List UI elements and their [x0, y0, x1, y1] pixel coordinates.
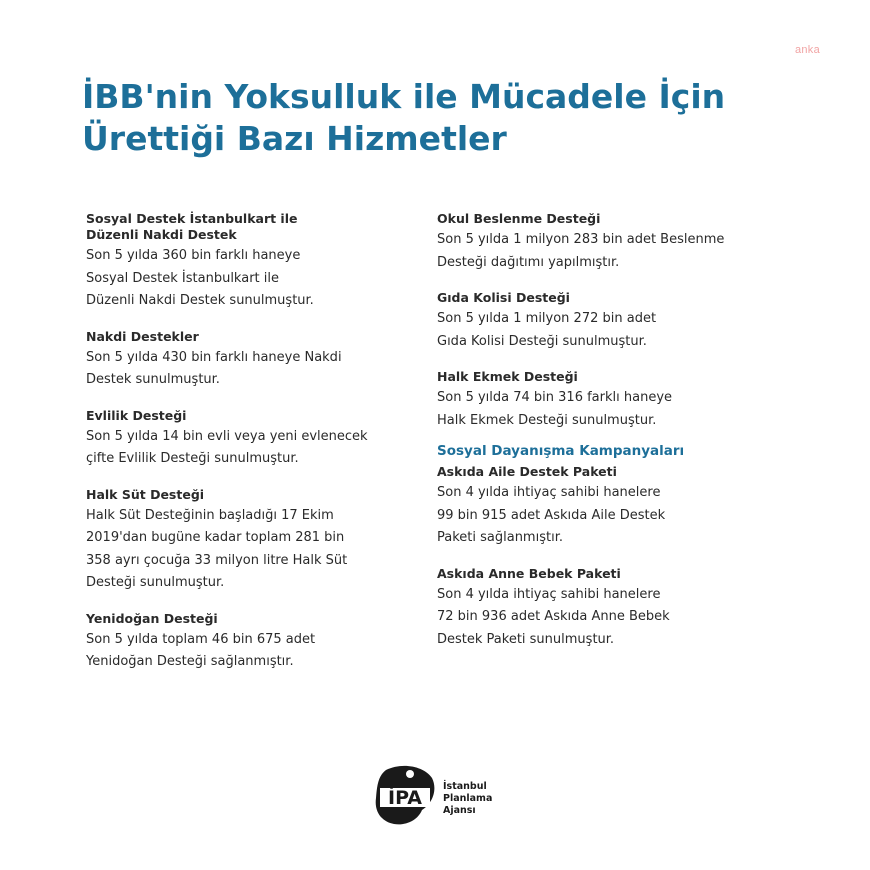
service-description-line: Son 5 yılda 430 bin farklı haneye Nakdi: [86, 349, 342, 365]
campaign-heading: Sosyal Dayanışma Kampanyaları: [437, 443, 685, 459]
service-description-line: 358 ayrı çocuğa 33 milyon litre Halk Süt: [86, 552, 348, 568]
service-description: [86, 505, 416, 595]
service-description-line: Gıda Kolisi Desteği sunulmuştur.: [437, 333, 647, 349]
service-title-line: Gıda Kolisi Desteği: [437, 290, 570, 305]
title-line-2: Ürettiği Bazı Hizmetler: [82, 119, 507, 158]
title-line-1: İBB'nin Yoksulluk ile Mücadele İçin: [82, 77, 726, 116]
service-title-line: Sosyal Destek İstanbulkart ile: [86, 211, 298, 226]
service-description-line: Halk Ekmek Desteği sunulmuştur.: [437, 412, 657, 428]
service-description: [437, 308, 767, 353]
service-description-line: Halk Süt Desteğinin başladığı 17 Ekim: [86, 507, 334, 523]
service-title-line: Okul Beslenme Desteği: [437, 211, 601, 226]
service-description-line: Desteği dağıtımı yapılmıştır.: [437, 254, 620, 270]
service-title-line: Nakdi Destekler: [86, 328, 199, 344]
service-title-line: Halk Süt Desteği: [86, 486, 205, 502]
service-description: [86, 426, 416, 471]
service-description-line: 2019'dan bugüne kadar toplam 281 bin: [86, 530, 345, 545]
service-title: [437, 211, 767, 227]
ipa-logo-mark-icon: [372, 764, 438, 828]
service-title-line: Evlilik Desteği: [86, 407, 187, 423]
service-description-line: 72 bin 936 adet Askıda Anne Bebek: [437, 609, 670, 624]
service-item: [437, 464, 767, 550]
service-description: [437, 387, 767, 432]
service-description: [437, 482, 767, 550]
service-item: [86, 408, 416, 471]
service-title: [86, 211, 416, 243]
service-title: [86, 487, 416, 503]
page-title: [82, 76, 802, 160]
service-description-line: Son 4 yılda ihtiyaç sahibi hanelere: [437, 485, 661, 500]
service-item: [437, 369, 767, 432]
right-column: [437, 211, 767, 667]
logo-line-1: İstanbul: [443, 781, 487, 792]
service-description-line: Sosyal Destek İstanbulkart ile: [86, 270, 279, 286]
logo-text: [443, 781, 492, 817]
service-title: [437, 566, 767, 582]
service-description-line: Yenidoğan Desteği sağlanmıştır.: [86, 654, 294, 669]
service-description-line: Desteği sunulmuştur.: [86, 575, 225, 590]
service-description-line: Son 5 yılda 1 milyon 272 bin adet: [437, 311, 657, 326]
left-column: [86, 211, 416, 690]
service-description-line: Son 5 yılda toplam 46 bin 675 adet: [86, 631, 316, 647]
service-description-line: Paketi sağlanmıştır.: [437, 530, 563, 545]
service-title-line: Askıda Aile Destek Paketi: [437, 464, 617, 479]
service-description: [86, 347, 416, 392]
watermark: anka: [794, 44, 820, 56]
service-description-line: Destek sunulmuştur.: [86, 372, 220, 387]
service-title: [86, 329, 416, 345]
service-description-line: Son 5 yılda 1 milyon 283 bin adet Beslenme: [437, 232, 725, 247]
service-item: [437, 211, 767, 274]
service-title-line: Yenidoğan Desteği: [86, 610, 218, 626]
service-item: [86, 487, 416, 595]
logo-mark-text: İPA: [388, 787, 422, 809]
ipa-logo: [372, 764, 512, 828]
service-item: [86, 211, 416, 313]
service-description: [86, 629, 416, 674]
service-title: [86, 611, 416, 627]
service-description-line: Son 5 yılda 14 bin evli veya yeni evlenecek: [86, 428, 368, 444]
service-title-line: Halk Ekmek Desteği: [437, 369, 578, 384]
service-description: [437, 229, 767, 274]
service-item: [437, 566, 767, 652]
service-description-line: çifte Evlilik Desteği sunulmuştur.: [86, 451, 299, 466]
service-description: [437, 584, 767, 652]
service-description-line: Son 5 yılda 360 bin farklı haneye: [86, 248, 301, 263]
logo-line-3: Ajansı: [443, 805, 476, 816]
service-title: [437, 290, 767, 306]
service-title-line: Askıda Anne Bebek Paketi: [437, 565, 621, 581]
service-description-line: Son 4 yılda ihtiyaç sahibi hanelere: [437, 586, 661, 602]
service-title: [437, 464, 767, 480]
logo-line-2: Planlama: [443, 793, 493, 804]
service-description-line: Son 5 yılda 74 bin 316 farklı haneye: [437, 390, 673, 405]
service-description-line: 99 bin 915 adet Askıda Aile Destek: [437, 507, 666, 523]
service-description: [86, 245, 416, 313]
service-title: [86, 408, 416, 424]
service-item: [86, 329, 416, 392]
service-description-line: Destek Paketi sunulmuştur.: [437, 631, 615, 647]
service-item: [86, 611, 416, 674]
service-title-line: Düzenli Nakdi Destek: [86, 227, 237, 242]
service-item: [437, 290, 767, 353]
service-description-line: Düzenli Nakdi Destek sunulmuştur.: [86, 293, 314, 308]
service-title: [437, 369, 767, 385]
